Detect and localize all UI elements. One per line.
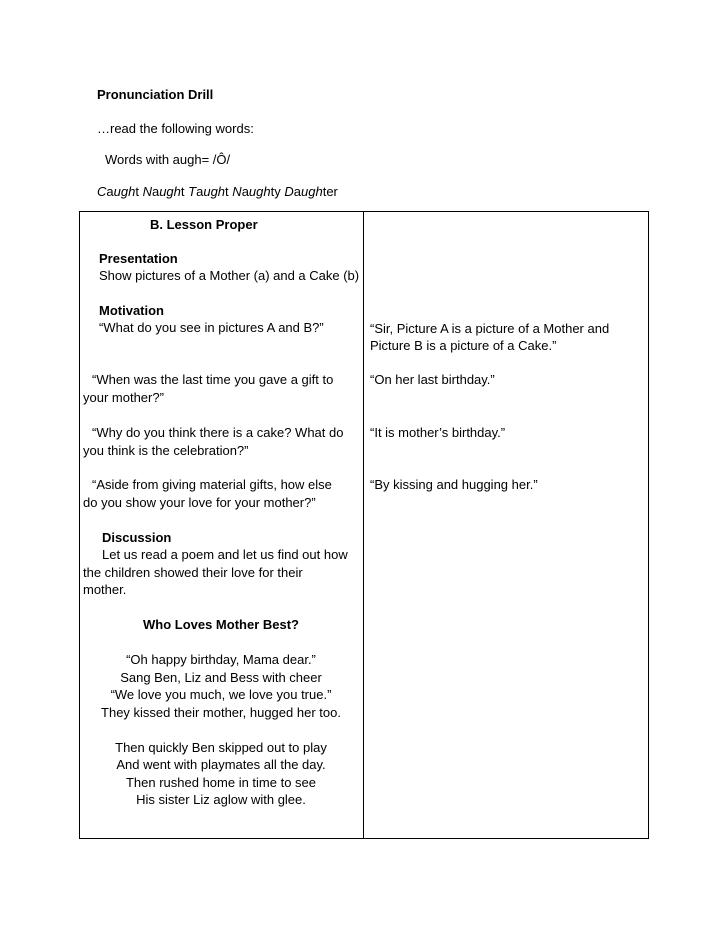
- drill-word: Taught: [188, 184, 229, 199]
- answer-3: “It is mother’s birthday.”: [370, 425, 506, 440]
- word-list: [97, 184, 338, 199]
- discussion-line-2: the children showed their love for their: [83, 565, 303, 580]
- answer-4: “By kissing and hugging her.”: [370, 477, 538, 492]
- drill-word: Naughty: [232, 184, 281, 199]
- column-divider: [363, 211, 364, 839]
- poem-line: “Oh happy birthday, Mama dear.”: [126, 652, 316, 667]
- discussion-line-1: Let us read a poem and let us find out how: [102, 547, 348, 562]
- lesson-heading: B. Lesson Proper: [150, 217, 258, 232]
- motivation-title: Motivation: [99, 303, 164, 318]
- poem-line: Sang Ben, Liz and Bess with cheer: [120, 670, 322, 685]
- question-2-line-2: your mother?”: [83, 390, 164, 405]
- answer-2: “On her last birthday.”: [370, 372, 495, 387]
- poem-line: “We love you much, we love you true.”: [110, 687, 332, 702]
- answer-1-line-1: “Sir, Picture A is a picture of a Mother and: [370, 321, 610, 336]
- drill-word: Naught: [142, 184, 185, 199]
- question-4-line-1: “Aside from giving material gifts, how else: [92, 477, 332, 492]
- words-label: Words with augh= /Ô/: [105, 152, 231, 167]
- poem-line: Then quickly Ben skipped out to play: [115, 740, 327, 755]
- section-title: Pronunciation Drill: [97, 87, 214, 102]
- poem-line: His sister Liz aglow with glee.: [136, 792, 306, 807]
- poem-title: Who Loves Mother Best?: [142, 617, 299, 632]
- question-3-line-2: you think is the celebration?”: [83, 443, 249, 458]
- poem-line: And went with playmates all the day.: [116, 757, 326, 772]
- poem-line: They kissed their mother, hugged her too.: [101, 705, 341, 720]
- question-4-line-2: do you show your love for your mother?”: [83, 495, 316, 510]
- drill-word: Daughter: [284, 184, 338, 199]
- drill-word: Caught: [97, 184, 139, 199]
- poem-line: Then rushed home in time to see: [125, 775, 317, 790]
- question-2-line-1: “When was the last time you gave a gift to: [92, 372, 334, 387]
- question-3-line-1: “Why do you think there is a cake? What do: [92, 425, 344, 440]
- instruction-text: …read the following words:: [97, 121, 254, 136]
- answer-1-line-2: Picture B is a picture of a Cake.”: [370, 338, 557, 353]
- discussion-line-3: mother.: [83, 582, 127, 597]
- presentation-title: Presentation: [99, 251, 178, 266]
- presentation-text: Show pictures of a Mother (a) and a Cake (b): [99, 268, 360, 283]
- discussion-title: Discussion: [102, 530, 172, 545]
- question-1: “What do you see in pictures A and B?”: [99, 320, 324, 335]
